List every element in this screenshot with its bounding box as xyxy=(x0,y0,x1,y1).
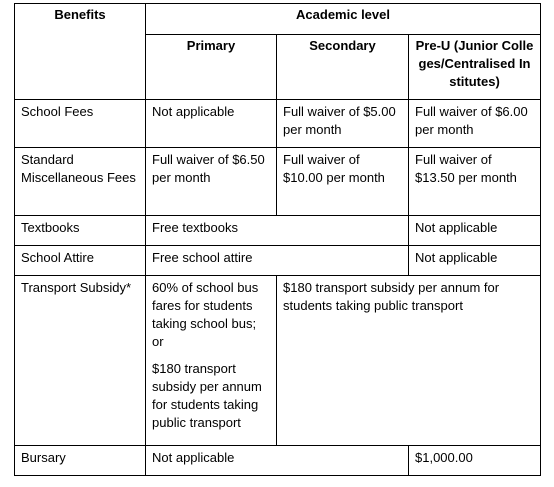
table-row-school-fees xyxy=(15,100,541,148)
benefits-table xyxy=(14,3,541,476)
cell-transport-secondary-pre-u: $180 transport subsidy per annum for students taking public transport xyxy=(277,276,541,446)
table-row-transport xyxy=(15,276,541,446)
cell-attire-pre-u: Not applicable xyxy=(409,246,541,276)
cell-misc-fees-secondary: Full waiver of $10.00 per month xyxy=(277,148,409,216)
cell-misc-fees-primary: Full waiver of $6.50 per month xyxy=(146,148,277,216)
table-row-bursary xyxy=(15,446,541,476)
table-row-misc-fees xyxy=(15,148,541,216)
row-label-attire: School Attire xyxy=(15,246,146,276)
benefits-header: Benefits xyxy=(15,4,146,100)
row-label-textbooks: Textbooks xyxy=(15,216,146,246)
secondary-header: Secondary xyxy=(277,35,409,100)
transport-primary-public-text: $180 transport subsidy per annum for students taking public transport xyxy=(152,361,262,430)
cell-school-fees-secondary: Full waiver of $5.00 per month xyxy=(277,100,409,148)
table-row-attire xyxy=(15,246,541,276)
table-row-textbooks xyxy=(15,216,541,246)
cell-bursary-primary-secondary: Not applicable xyxy=(146,446,409,476)
header-row-top xyxy=(15,4,541,35)
row-label-school-fees: School Fees xyxy=(15,100,146,148)
row-label-bursary: Bursary xyxy=(15,446,146,476)
transport-primary-bus-text: 60% of school bus fares for students taking school bus; or xyxy=(152,280,259,349)
cell-textbooks-primary-secondary: Free textbooks xyxy=(146,216,409,246)
cell-bursary-pre-u: $1,000.00 xyxy=(409,446,541,476)
cell-attire-primary-secondary: Free school attire xyxy=(146,246,409,276)
primary-header: Primary xyxy=(146,35,277,100)
row-label-misc-fees: Standard Miscellaneous Fees xyxy=(15,148,146,216)
row-label-transport: Transport Subsidy* xyxy=(15,276,146,446)
cell-school-fees-pre-u: Full waiver of $6.00 per month xyxy=(409,100,541,148)
cell-misc-fees-pre-u: Full waiver of $13.50 per month xyxy=(409,148,541,216)
cell-school-fees-primary: Not applicable xyxy=(146,100,277,148)
pre-u-header: Pre-U (Junior Colleges/Centralised Institutes) xyxy=(409,35,541,100)
academic-level-header: Academic level xyxy=(146,4,541,35)
cell-textbooks-pre-u: Not applicable xyxy=(409,216,541,246)
cell-transport-primary xyxy=(146,276,277,446)
